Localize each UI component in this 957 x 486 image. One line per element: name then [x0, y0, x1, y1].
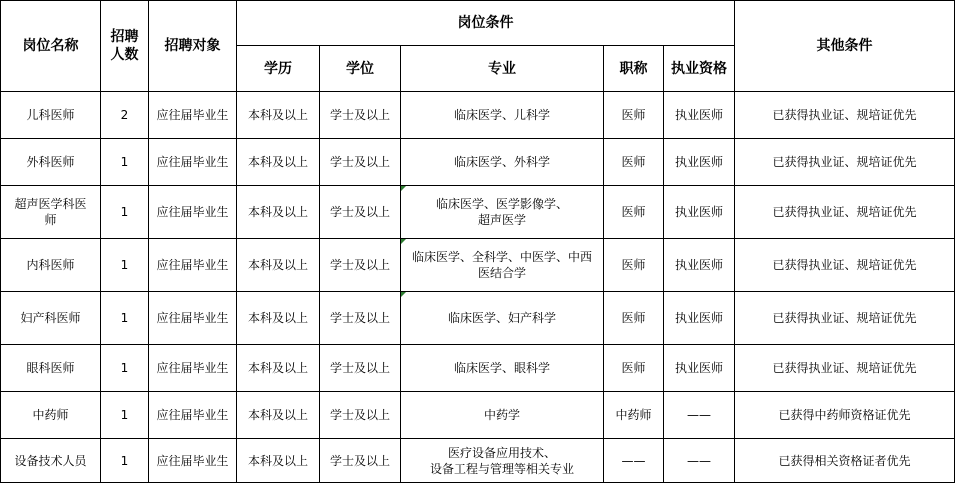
cell-degree: 学士及以上	[320, 239, 401, 292]
header-degree: 学位	[320, 46, 401, 92]
cell-major: 临床医学、外科学	[401, 139, 604, 186]
cell-position-name: 内科医师	[1, 239, 101, 292]
cell-title: 医师	[604, 292, 664, 345]
table-row	[1, 439, 955, 483]
header-row-1	[1, 1, 955, 46]
header-target: 招聘对象	[149, 1, 237, 92]
header-qualification: 执业资格	[664, 46, 735, 92]
table-row	[1, 392, 955, 439]
cell-other: 已获得中药师资格证优先	[735, 392, 955, 439]
cell-education: 本科及以上	[237, 345, 320, 392]
cell-qualification: 执业医师	[664, 139, 735, 186]
cell-degree: 学士及以上	[320, 139, 401, 186]
header-headcount: 招聘 人数	[101, 1, 149, 92]
cell-education: 本科及以上	[237, 392, 320, 439]
table-row	[1, 239, 955, 292]
cell-major: 医疗设备应用技术、 设备工程与管理等相关专业	[401, 439, 604, 483]
cell-target: 应往届毕业生	[149, 392, 237, 439]
cell-other: 已获得执业证、规培证优先	[735, 186, 955, 239]
header-education: 学历	[237, 46, 320, 92]
cell-title: 医师	[604, 92, 664, 139]
cell-target: 应往届毕业生	[149, 239, 237, 292]
cell-degree: 学士及以上	[320, 345, 401, 392]
cell-qualification: 执业医师	[664, 186, 735, 239]
header-conditions: 岗位条件	[237, 1, 735, 46]
cell-headcount: 1	[101, 392, 149, 439]
cell-education: 本科及以上	[237, 92, 320, 139]
cell-position-name: 外科医师	[1, 139, 101, 186]
cell-title: 医师	[604, 345, 664, 392]
cell-degree: 学士及以上	[320, 292, 401, 345]
header-other: 其他条件	[735, 1, 955, 92]
cell-headcount: 1	[101, 239, 149, 292]
cell-headcount: 1	[101, 345, 149, 392]
cell-major: 临床医学、全科学、中医学、中西 医结合学	[401, 239, 604, 292]
header-position-name: 岗位名称	[1, 1, 101, 92]
cell-degree: 学士及以上	[320, 92, 401, 139]
cell-other: 已获得执业证、规培证优先	[735, 292, 955, 345]
cell-headcount: 1	[101, 292, 149, 345]
cell-target: 应往届毕业生	[149, 186, 237, 239]
cell-target: 应往届毕业生	[149, 345, 237, 392]
cell-headcount: 2	[101, 92, 149, 139]
cell-target: 应往届毕业生	[149, 139, 237, 186]
cell-education: 本科及以上	[237, 292, 320, 345]
cell-position-name: 中药师	[1, 392, 101, 439]
cell-degree: 学士及以上	[320, 439, 401, 483]
cell-degree: 学士及以上	[320, 392, 401, 439]
cell-qualification: 执业医师	[664, 292, 735, 345]
table-row	[1, 292, 955, 345]
cell-position-name: 儿科医师	[1, 92, 101, 139]
cell-major: 临床医学、医学影像学、 超声医学	[401, 186, 604, 239]
cell-qualification: 执业医师	[664, 239, 735, 292]
cell-target: 应往届毕业生	[149, 92, 237, 139]
cell-qualification: ——	[664, 439, 735, 483]
cell-headcount: 1	[101, 186, 149, 239]
table-row	[1, 345, 955, 392]
cell-title: ——	[604, 439, 664, 483]
cell-other: 已获得执业证、规培证优先	[735, 92, 955, 139]
cell-major: 临床医学、眼科学	[401, 345, 604, 392]
cell-other: 已获得相关资格证者优先	[735, 439, 955, 483]
table-row	[1, 92, 955, 139]
cell-other: 已获得执业证、规培证优先	[735, 139, 955, 186]
cell-position-name: 设备技术人员	[1, 439, 101, 483]
table-row	[1, 139, 955, 186]
cell-qualification: 执业医师	[664, 345, 735, 392]
cell-other: 已获得执业证、规培证优先	[735, 345, 955, 392]
cell-other: 已获得执业证、规培证优先	[735, 239, 955, 292]
cell-target: 应往届毕业生	[149, 439, 237, 483]
cell-position-name: 超声医学科医 师	[1, 186, 101, 239]
cell-title: 医师	[604, 186, 664, 239]
table-row	[1, 186, 955, 239]
cell-education: 本科及以上	[237, 239, 320, 292]
cell-qualification: ——	[664, 392, 735, 439]
cell-title: 医师	[604, 139, 664, 186]
cell-headcount: 1	[101, 139, 149, 186]
cell-education: 本科及以上	[237, 139, 320, 186]
cell-education: 本科及以上	[237, 186, 320, 239]
header-major: 专业	[401, 46, 604, 92]
cell-position-name: 妇产科医师	[1, 292, 101, 345]
cell-major: 中药学	[401, 392, 604, 439]
cell-position-name: 眼科医师	[1, 345, 101, 392]
cell-major: 临床医学、妇产科学	[401, 292, 604, 345]
cell-title: 医师	[604, 239, 664, 292]
cell-title: 中药师	[604, 392, 664, 439]
cell-degree: 学士及以上	[320, 186, 401, 239]
header-title: 职称	[604, 46, 664, 92]
cell-major: 临床医学、儿科学	[401, 92, 604, 139]
cell-headcount: 1	[101, 439, 149, 483]
cell-target: 应往届毕业生	[149, 292, 237, 345]
cell-qualification: 执业医师	[664, 92, 735, 139]
cell-education: 本科及以上	[237, 439, 320, 483]
